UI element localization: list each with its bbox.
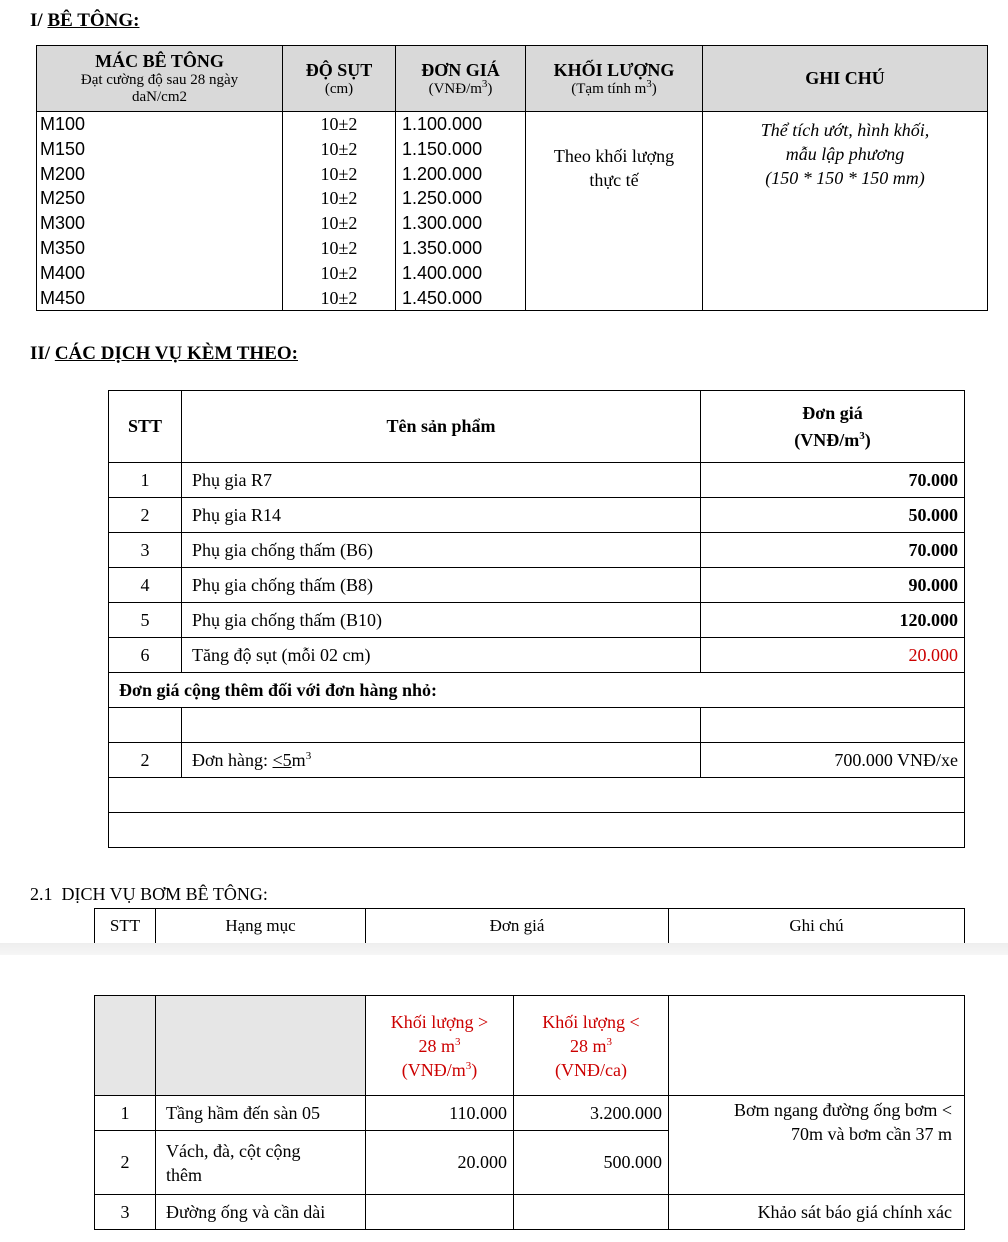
slump-cell: 10±2 (320, 213, 358, 234)
row-stt: 6 (109, 638, 182, 673)
volume-gt-value: 28 m (418, 1035, 455, 1056)
row-item: Tầng hầm đến sàn 05 (156, 1096, 366, 1131)
header-mac-sub1: Đạt cường độ sau 28 ngày (80, 72, 239, 88)
volume-note-1: Theo khối lượng (553, 146, 675, 166)
row-stt: 5 (109, 603, 182, 638)
price-cell: 1.200.000 (402, 163, 483, 184)
empty-cell (669, 996, 965, 1096)
row-price-highlight: 20.000 (701, 638, 965, 673)
section-2-1-heading: DỊCH VỤ BƠM BÊ TÔNG: (61, 884, 268, 904)
row-stt: 4 (109, 568, 182, 603)
dongia-unit-text: (VNĐ/m (428, 80, 482, 97)
exp-3: 3 (481, 77, 488, 90)
header-unit-price-label: Đơn giá (802, 402, 863, 423)
header-mac (37, 46, 283, 112)
row-product: Phụ gia chống thấm (B6) (182, 533, 701, 568)
pump-price-table (94, 995, 965, 1230)
price-cell: 1.150.000 (402, 138, 483, 159)
slump-cell: 10±2 (320, 114, 358, 134)
header-unit-price-unit (701, 430, 964, 451)
small-order-price: 700.000 VNĐ/xe (701, 743, 965, 778)
empty-cell (109, 813, 965, 848)
exp-3: 3 (646, 77, 652, 90)
page-break-divider (0, 943, 1008, 955)
section-1-prefix: I/ (30, 10, 48, 31)
header-dosut-label: ĐỘ SỤT (305, 59, 373, 80)
section-1-title (30, 10, 139, 32)
header-stt: STT (109, 391, 182, 463)
header-dosut-unit: (cm) (324, 80, 354, 97)
row-product: Phụ gia R7 (182, 463, 701, 498)
header-unit-price (701, 391, 965, 463)
header-volume-gt (366, 996, 514, 1096)
row-stt: 1 (95, 1096, 156, 1131)
volume-le-line-2 (514, 1034, 668, 1058)
small-order-stt: 2 (109, 743, 182, 778)
slump-cell: 10±2 (320, 188, 358, 209)
small-order-label (182, 743, 701, 778)
table-row (109, 568, 965, 603)
note-line-2: mẫu lập phương (785, 144, 905, 164)
slump-column (283, 112, 396, 311)
header-mac-label: MÁC BÊ TÔNG (95, 51, 224, 71)
table-row (109, 533, 965, 568)
table-row (109, 463, 965, 498)
table-row (109, 638, 965, 673)
volume-note-2: thực tế (589, 170, 639, 190)
row-item (156, 1131, 366, 1195)
slump-cell: 10±2 (320, 138, 358, 159)
header-dongia-label: ĐƠN GIÁ (421, 59, 500, 80)
empty-row (109, 708, 965, 743)
price-cell: 1.300.000 (402, 213, 483, 234)
note-column (703, 112, 988, 311)
small-order-heading: Đơn giá cộng thêm đối với đơn hàng nhỏ: (109, 673, 965, 708)
pump-header-table (94, 908, 965, 944)
table-row (95, 1096, 965, 1131)
row-stt: 3 (95, 1195, 156, 1230)
section-2-prefix: II/ (30, 343, 55, 364)
row-product: Phụ gia R14 (182, 498, 701, 533)
grade-column (37, 112, 283, 311)
empty-cell (156, 996, 366, 1096)
table-row (109, 603, 965, 638)
volume-le-label: Khối lượng < (542, 1011, 640, 1032)
pump-header-price: Đơn giá (366, 909, 669, 944)
volume-le-unit: (VNĐ/ca) (555, 1059, 627, 1080)
price-cell: 1.350.000 (402, 237, 483, 258)
price-cell: 1.250.000 (402, 188, 483, 209)
pump-header-note: Ghi chú (669, 909, 965, 944)
paren: ) (487, 80, 493, 97)
row-price-le: 500.000 (514, 1131, 669, 1195)
price-column (396, 112, 526, 311)
empty-row (109, 778, 965, 813)
note-line-3: (150 * 150 * 150 mm) (765, 168, 925, 188)
grade-cell: M100 (40, 114, 86, 134)
note-line-1: Thể tích ướt, hình khối, (760, 120, 930, 140)
slump-cell: 10±2 (320, 237, 358, 258)
exp-3: 3 (859, 429, 865, 442)
table-row (109, 498, 965, 533)
pump-note-line-2: 70m và bơm cần 37 m (791, 1124, 952, 1144)
row-price: 120.000 (701, 603, 965, 638)
pump-header-stt: STT (95, 909, 156, 944)
volume-gt-line-2 (366, 1034, 513, 1058)
pump-note-line-1: Bơm ngang đường ống bơm < (734, 1100, 952, 1120)
grade-cell: M150 (40, 138, 86, 159)
row-stt: 2 (109, 498, 182, 533)
header-dosut (283, 46, 396, 112)
concrete-price-table (36, 45, 988, 311)
row-stt: 1 (109, 463, 182, 498)
header-khoiluong-unit (526, 77, 702, 98)
volume-gt-line-3 (366, 1058, 513, 1082)
table-row (95, 1195, 965, 1230)
slump-cell: 10±2 (320, 287, 358, 308)
slump-cell: 10±2 (320, 163, 358, 184)
volume-column (526, 112, 703, 311)
pump-header-item: Hạng mục (156, 909, 366, 944)
row-item: Đường ống và cần dài (156, 1195, 366, 1230)
section-2-title (30, 343, 298, 365)
small-order-label-text: Đơn hàng: (192, 749, 273, 770)
grade-cell: M300 (40, 213, 86, 234)
header-volume-le (514, 996, 669, 1096)
grade-cell: M200 (40, 163, 86, 184)
volume-gt-unit: (VNĐ/m (401, 1059, 466, 1080)
section-1-heading: BÊ TÔNG: (47, 10, 140, 31)
volume-gt-line-1: Khối lượng > (390, 1011, 489, 1032)
unit-text: (VNĐ/m (794, 429, 860, 450)
paren: ) (864, 429, 871, 450)
row-product: Phụ gia chống thấm (B10) (182, 603, 701, 638)
slump-cell: 10±2 (320, 262, 358, 283)
small-order-row (109, 743, 965, 778)
empty-cell (95, 996, 156, 1096)
empty-cell (109, 708, 182, 743)
section-2-1-title (30, 884, 268, 905)
paren: ) (651, 80, 657, 97)
row-note: Khảo sát báo giá chính xác (669, 1195, 965, 1230)
empty-cell (109, 778, 965, 813)
volume-le-line-1 (514, 1010, 668, 1034)
header-dongia (396, 46, 526, 112)
header-ghichu: GHI CHÚ (703, 46, 988, 112)
row-price: 70.000 (701, 533, 965, 568)
exp-3: 3 (455, 1035, 461, 1048)
row-product: Phụ gia chống thấm (B8) (182, 568, 701, 603)
row-price: 70.000 (701, 463, 965, 498)
grade-cell: M400 (40, 262, 86, 283)
row-price-gt: 20.000 (366, 1131, 514, 1195)
row-price-gt: 110.000 (366, 1096, 514, 1131)
exp-3: 3 (465, 1059, 472, 1072)
grade-cell: M250 (40, 188, 86, 209)
section-2-1-number: 2.1 (30, 884, 53, 904)
paren: ) (471, 1059, 478, 1080)
small-order-heading-row (109, 673, 965, 708)
empty-cell (701, 708, 965, 743)
price-cell: 1.100.000 (402, 114, 483, 134)
pump-note (669, 1096, 965, 1195)
row-price: 50.000 (701, 498, 965, 533)
row-item-line-1: Vách, đà, cột cộng (166, 1140, 301, 1161)
row-stt: 2 (95, 1131, 156, 1195)
small-order-unit: m (291, 749, 306, 770)
header-khoiluong (526, 46, 703, 112)
exp-3: 3 (606, 1035, 612, 1048)
exp-3: 3 (305, 749, 312, 762)
services-table (108, 390, 965, 848)
row-price-le: 3.200.000 (514, 1096, 669, 1131)
row-item-line-2: thêm (166, 1164, 202, 1185)
empty-row (109, 813, 965, 848)
header-mac-sub2: daN/cm2 (132, 89, 187, 105)
khoiluong-unit-text: (Tạm tính m (571, 80, 647, 97)
header-dongia-unit (396, 77, 525, 98)
volume-le-value: 28 m (569, 1035, 607, 1056)
header-product-name: Tên sản phẩm (182, 391, 701, 463)
small-order-condition: <5 (272, 749, 292, 770)
empty-cell (182, 708, 701, 743)
grade-cell: M350 (40, 237, 86, 258)
price-cell: 1.400.000 (402, 262, 483, 283)
row-price-gt (366, 1195, 514, 1230)
row-price: 90.000 (701, 568, 965, 603)
row-price-le (514, 1195, 669, 1230)
price-cell: 1.450.000 (402, 287, 483, 308)
header-khoiluong-label: KHỐI LƯỢNG (553, 59, 675, 80)
section-2-heading: CÁC DỊCH VỤ KÈM THEO: (54, 343, 298, 364)
grade-cell: M450 (40, 287, 86, 308)
row-product: Tăng độ sụt (mỗi 02 cm) (182, 638, 701, 673)
row-stt: 3 (109, 533, 182, 568)
